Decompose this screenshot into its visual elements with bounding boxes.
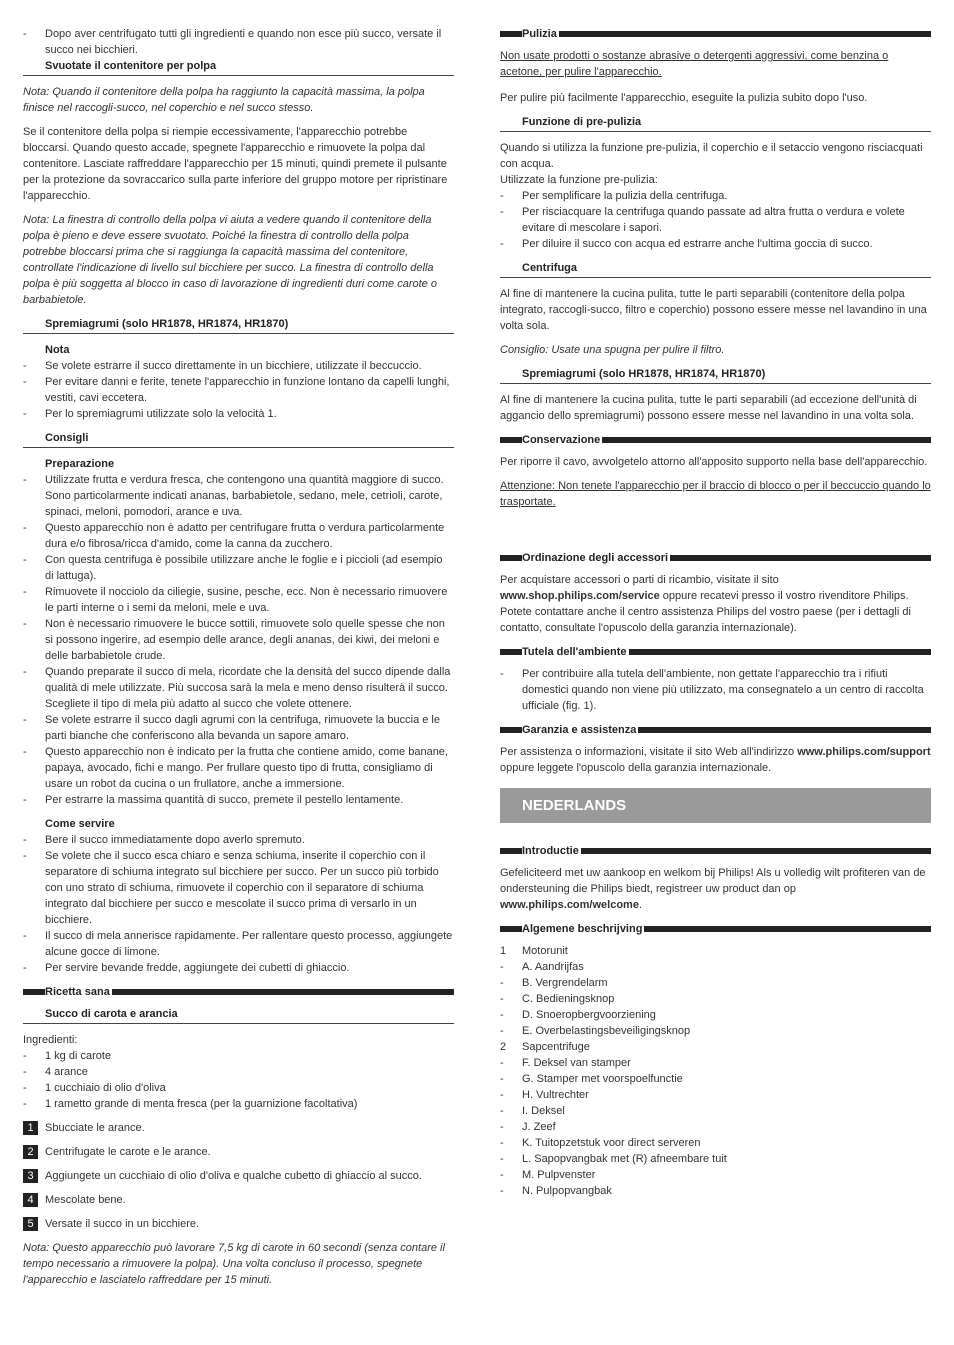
- list-marker: -: [23, 376, 27, 388]
- list-item: [23, 848, 454, 928]
- section-heading: [500, 722, 931, 738]
- section-heading: [500, 432, 931, 448]
- step-text: Mescolate bene.: [45, 1194, 126, 1206]
- note-paragraph: Nota: La finestra di controllo della polpa vi aiuta a vedere quando il contenitore della polpa è pieno e deve essere svuotato. Poiché la finestra di controllo della polpa potrebbe bloccarsi prima che si raggiunga la capacità massima del contenitore, controllate l'indicazione di livello sul bicchiere per succo. La finestra di controllo della polpa è più soggetta al blocco in caso di lavorazione di ingredienti duri come carote o barbabietole.: [23, 214, 437, 306]
- list-item-text: A. Aandrijfas: [522, 961, 584, 973]
- list-marker: -: [500, 1121, 504, 1133]
- list-marker: -: [500, 1153, 504, 1165]
- step-text: Aggiungete un cucchiaio di olio d'oliva e qualche cubetto di ghiaccio al succo.: [45, 1170, 422, 1182]
- list-item: [23, 374, 454, 406]
- list-item-text: 1 cucchiaio di olio d'oliva: [45, 1082, 166, 1094]
- list-marker: -: [23, 1050, 27, 1062]
- section-bar-right: [644, 926, 931, 932]
- list-item: [500, 1183, 931, 1199]
- paragraph: [500, 744, 931, 776]
- note-paragraph: Nota: Questo apparecchio può lavorare 7,5 kg di carote in 60 secondi (senza contare il tempo necessario a rimuovere la polpa). Una volta concluso il processo, spegnete l'apparecchio e lasciatelo raffreddare per 15 minuti.: [23, 1242, 445, 1286]
- section-title: Garanzia e assistenza: [522, 724, 637, 736]
- list-item-text: Per risciacquare la centrifuga quando passate ad altra frutta o verdura e volete evitare di mescolare i sapori.: [522, 206, 905, 234]
- list-item-text: Per lo spremiagrumi utilizzate solo la velocità 1.: [45, 408, 277, 420]
- list-marker: -: [500, 206, 504, 218]
- list-item: [23, 928, 454, 960]
- list-item-text: Se volete estrarre il succo direttamente in un bicchiere, utilizzate il beccuccio.: [45, 360, 422, 372]
- recipe-step: [23, 1192, 454, 1208]
- paragraph: Al fine di mantenere la cucina pulita, tutte le parti separabili (contenitore della polpa integrato, raccogli-succo, filtro e coperchio) possono essere messe nel lavandino in una volta sola.: [500, 288, 927, 332]
- list-item-text: Con questa centrifuga è possibile utilizzare anche le foglie e i piccioli (ad esempio di lattuga).: [45, 554, 443, 582]
- list-marker: -: [23, 850, 27, 862]
- list-item: [500, 1119, 931, 1135]
- list-item: [500, 975, 931, 991]
- list-item-text: N. Pulpopvangbak: [522, 1185, 612, 1197]
- list-marker: -: [500, 190, 504, 202]
- section-bar-right: [112, 989, 454, 995]
- list-item-text: D. Snoeropbergvoorziening: [522, 1009, 656, 1021]
- list-marker: -: [23, 714, 27, 726]
- list-item: [23, 1064, 454, 1080]
- list-item: [500, 1087, 931, 1103]
- section-title: Pulizia: [522, 28, 557, 40]
- list-item: [500, 188, 931, 204]
- list-item: [23, 1048, 454, 1064]
- section-bar-left: [500, 649, 522, 655]
- section-title: Ordinazione degli accessori: [522, 552, 669, 564]
- step-text: Sbucciate le arance.: [45, 1122, 145, 1134]
- list-item: [23, 584, 454, 616]
- minor-heading: Come servire: [45, 818, 115, 830]
- recipe-step: [23, 1216, 454, 1232]
- list-item-text: 4 arance: [45, 1066, 88, 1078]
- minor-heading: Preparazione: [45, 458, 115, 470]
- section-bar-right: [629, 649, 932, 655]
- section-heading: [500, 26, 931, 42]
- list-item: [23, 1096, 454, 1112]
- subsection-heading: Svuotate il contenitore per polpa: [23, 58, 454, 76]
- section-bar-right: [602, 437, 931, 443]
- list-item-text: Questo apparecchio non è adatto per centrifugare frutta o verdura particolarmente dura e/o fibrosa/ricca d'amido, come la canna da zucchero.: [45, 522, 445, 550]
- list-item-text: Questo apparecchio non è indicato per la frutta che contiene amido, come banane, papaya, avocado, fichi e mango. Per frullare questo tipo di frutta, consigliamo di usare un robot da cucina o un frullatore, anche a immersione.: [45, 746, 448, 790]
- note-paragraph: Consiglio: Usate una spugna per pulire il filtro.: [500, 344, 725, 356]
- minor-heading: Nota: [45, 344, 70, 356]
- section-title: Algemene beschrijving: [522, 923, 643, 935]
- list-marker: 2: [500, 1041, 507, 1053]
- warning-paragraph: Non usate prodotti o sostanze abrasive o detergenti aggressivi, come benzina o acetone, per pulire l'apparecchio.: [500, 50, 889, 78]
- list-item: [500, 1007, 931, 1023]
- section-heading: [500, 550, 931, 566]
- list-item-text: G. Stamper met voorspoelfunctie: [522, 1073, 683, 1085]
- step-number: 1: [23, 1121, 38, 1135]
- text-run: oppure recatevi presso il vostro rivenditore Philips. Potete contattare anche il centro assistenza Philips del vostro paese (per i dettagli di contatto, consultate l'opuscolo della garanzia internazionale).: [500, 590, 911, 634]
- section-bar-left: [500, 555, 522, 561]
- spacer: [500, 520, 931, 550]
- paragraph: [500, 572, 931, 636]
- text-run: Per acquistare accessori o parti di ricambio, visitate il sito: [500, 574, 779, 586]
- list-marker: -: [23, 360, 27, 372]
- list-item-text: F. Deksel van stamper: [522, 1057, 631, 1069]
- subsection-heading: Succo di carota e arancia: [23, 1006, 454, 1024]
- warning-paragraph: Attenzione: Non tenete l'apparecchio per il braccio di blocco o per il beccuccio quando lo trasportate.: [500, 480, 931, 508]
- paragraph-line: Quando si utilizza la funzione pre-pulizia, il coperchio e il setaccio vengono risciacquati con acqua.: [500, 142, 923, 170]
- list-marker: -: [500, 1089, 504, 1101]
- list-item-text: H. Vultrechter: [522, 1089, 589, 1101]
- list-item-text: Se volete che il succo esca chiaro e senza schiuma, inserite il coperchio con il separatore di schiuma integrato sul bicchiere per succo. Per un succo più torbido con uno strato di schiuma, rimuovete il coperchio con il separatore di schiuma integrato dal bicchiere per succo e mescolate il succo prima di versarlo in un bicchiere.: [45, 850, 439, 926]
- list-item-text: Motorunit: [522, 945, 568, 957]
- section-bar-left: [500, 31, 522, 37]
- list-item-text: Utilizzate frutta e verdura fresca, che contengono una quantità maggiore di succo. Sono particolarmente indicati ananas, barbabietole, sedano, mele, cetrioli, carote, spinaci, meloni, pomodori, arance e uva.: [45, 474, 444, 518]
- list-marker: -: [500, 1057, 504, 1069]
- list-marker: -: [23, 1066, 27, 1078]
- list-item-text: 1 rametto grande di menta fresca (per la guarnizione facoltativa): [45, 1098, 358, 1110]
- step-text: Centrifugate le carote e le arance.: [45, 1146, 211, 1158]
- list-marker: -: [23, 962, 27, 974]
- list-item: [500, 1055, 931, 1071]
- list-marker: -: [500, 668, 504, 680]
- list-marker: -: [500, 961, 504, 973]
- list-item: [500, 943, 931, 959]
- list-marker: -: [23, 1082, 27, 1094]
- list-marker: -: [23, 618, 27, 630]
- left-column: [23, 26, 454, 1296]
- list-marker: -: [500, 1185, 504, 1197]
- list-item: [23, 712, 454, 744]
- recipe-step: [23, 1168, 454, 1184]
- subsection-heading: Consigli: [23, 430, 454, 448]
- list-marker: -: [23, 1098, 27, 1110]
- subsection-heading: Funzione di pre-pulizia: [500, 114, 931, 132]
- section-bar-left: [500, 727, 522, 733]
- step-number: 2: [23, 1145, 38, 1159]
- list-item: [23, 616, 454, 664]
- list-item: [23, 664, 454, 712]
- list-item: [23, 26, 454, 58]
- list-marker: 1: [500, 945, 507, 957]
- text-run: Per assistenza o informazioni, visitate il sito Web all'indirizzo: [500, 746, 798, 758]
- list-marker: -: [23, 554, 27, 566]
- section-title: Tutela dell'ambiente: [522, 646, 627, 658]
- list-item: [23, 552, 454, 584]
- list-marker: -: [500, 238, 504, 250]
- paragraph-line: Ingredienti:: [23, 1034, 78, 1046]
- list-item: [500, 1103, 931, 1119]
- list-marker: -: [23, 408, 27, 420]
- list-item-text: Dopo aver centrifugato tutti gli ingredienti e quando non esce più succo, versate il succo nei bicchieri.: [45, 28, 442, 56]
- list-item-text: Per estrarre la massima quantità di succo, premete il pestello lentamente.: [45, 794, 404, 806]
- section-title: Introductie: [522, 845, 579, 857]
- list-marker: -: [500, 1105, 504, 1117]
- list-item-text: Per evitare danni e ferite, tenete l'apparecchio in funzione lontano da capelli lunghi, vestiti, cavi eccetera.: [45, 376, 450, 404]
- section-bar-left: [500, 848, 522, 854]
- subsection-heading: Spremiagrumi (solo HR1878, HR1874, HR1870): [500, 366, 931, 384]
- list-item-text: Rimuovete il nocciolo da ciliegie, susine, pesche, ecc. Non è necessario rimuovere le parti interne o i semi da meloni, mele e uva.: [45, 586, 448, 614]
- recipe-step: [23, 1120, 454, 1136]
- section-title: Conservazione: [522, 434, 601, 446]
- section-heading: [500, 921, 931, 937]
- list-item: [23, 1080, 454, 1096]
- paragraph: Per riporre il cavo, avvolgetelo attorno all'apposito supporto nella base dell'apparecchio.: [500, 456, 928, 468]
- list-item-text: Per diluire il succo con acqua ed estrarre anche l'ultima goccia di succo.: [522, 238, 873, 250]
- list-item: [500, 204, 931, 236]
- list-item-text: Per semplificare la pulizia della centrifuga.: [522, 190, 728, 202]
- list-item-text: C. Bedieningsknop: [522, 993, 615, 1005]
- list-item: [23, 832, 454, 848]
- web-link: www.philips.com/welcome: [500, 899, 639, 911]
- language-banner: NEDERLANDS: [500, 788, 931, 823]
- section-bar-left: [500, 926, 522, 932]
- section-heading: [23, 984, 454, 1000]
- list-item: [500, 1135, 931, 1151]
- list-marker: -: [500, 1009, 504, 1021]
- list-marker: -: [500, 1169, 504, 1181]
- list-item-text: J. Zeef: [522, 1121, 556, 1133]
- section-heading: [500, 843, 931, 859]
- right-column: [500, 26, 931, 1199]
- list-item: [500, 666, 931, 714]
- text-run: oppure leggete l'opuscolo della garanzia internazionale.: [500, 762, 772, 774]
- step-number: 4: [23, 1193, 38, 1207]
- list-marker: -: [500, 1025, 504, 1037]
- list-item: [23, 744, 454, 792]
- list-marker: -: [23, 794, 27, 806]
- list-marker: -: [23, 474, 27, 486]
- list-marker: -: [23, 746, 27, 758]
- list-marker: -: [500, 993, 504, 1005]
- list-item-text: L. Sapopvangbak met (R) afneembare tuit: [522, 1153, 727, 1165]
- list-item-text: Per servire bevande fredde, aggiungete dei cubetti di ghiaccio.: [45, 962, 350, 974]
- list-item-text: Sapcentrifuge: [522, 1041, 590, 1053]
- text-run: .: [638, 899, 643, 911]
- list-item: [23, 520, 454, 552]
- text-run: Gefeliciteerd met uw aankoop en welkom bij Philips! Als u volledig wilt profiteren van de ondersteuning die Philips biedt, registreer uw product dan op: [500, 867, 926, 895]
- list-item: [500, 1151, 931, 1167]
- list-item-text: 1 kg di carote: [45, 1050, 112, 1062]
- list-marker: -: [23, 834, 27, 846]
- subsection-heading: Spremiagrumi (solo HR1878, HR1874, HR1870): [23, 316, 454, 334]
- list-item-text: M. Pulpvenster: [522, 1169, 596, 1181]
- list-marker: -: [23, 586, 27, 598]
- web-link: www.philips.com/support: [797, 746, 931, 758]
- list-item: [23, 472, 454, 520]
- list-item-text: Se volete estrarre il succo dagli agrumi con la centrifuga, rimuovete la buccia e le parti bianche che conferiscono alla bevanda un sapore amaro.: [45, 714, 440, 742]
- section-bar-right: [638, 727, 931, 733]
- list-item: [500, 1023, 931, 1039]
- list-marker: -: [23, 522, 27, 534]
- note-paragraph: Nota: Quando il contenitore della polpa ha raggiunto la capacità massima, la polpa finisce nel raccogli-succo, nel coperchio e nel succo stesso.: [23, 86, 425, 114]
- list-item: [23, 406, 454, 422]
- list-item-text: E. Overbelastingsbeveiligingsknop: [522, 1025, 691, 1037]
- list-item-text: Bere il succo immediatamente dopo averlo spremuto.: [45, 834, 305, 846]
- list-item: [23, 358, 454, 374]
- list-item-text: Il succo di mela annerisce rapidamente. Per rallentare questo processo, aggiungete alcune gocce di limone.: [45, 930, 453, 958]
- list-marker: -: [23, 930, 27, 942]
- paragraph: Se il contenitore della polpa si riempie eccessivamente, l'apparecchio potrebbe bloccarsi. Quando questo accade, spegnete l'apparecchio e rimuovete la polpa dal contenitore. Lasciate raffreddare l'apparecchio per 15 minuti, quindi premete il pulsante per la protezione da sovraccarico sulla parte inferiore del gruppo motore per ripristinare l'apparecchio.: [23, 126, 448, 202]
- list-item: [500, 991, 931, 1007]
- list-marker: -: [500, 977, 504, 989]
- list-item: [23, 960, 454, 976]
- step-number: 3: [23, 1169, 38, 1183]
- section-bar-right: [581, 848, 931, 854]
- subsection-heading: Centrifuga: [500, 260, 931, 278]
- list-item: [500, 1071, 931, 1087]
- step-number: 5: [23, 1217, 38, 1231]
- list-marker: -: [500, 1073, 504, 1085]
- list-item: [500, 1039, 931, 1055]
- section-bar-left: [23, 989, 45, 995]
- paragraph: Al fine di mantenere la cucina pulita, tutte le parti separabili (ad eccezione dell'unità di aggancio dello spremiagrumi) possono essere messe nel lavandino in una volta sola.: [500, 394, 917, 422]
- list-item: [23, 792, 454, 808]
- paragraph: Per pulire più facilmente l'apparecchio, eseguite la pulizia subito dopo l'uso.: [500, 92, 868, 104]
- paragraph: [500, 865, 931, 913]
- list-item-text: K. Tuitopzetstuk voor direct serveren: [522, 1137, 701, 1149]
- list-item-text: B. Vergrendelarm: [522, 977, 608, 989]
- list-item-text: Non è necessario rimuovere le bucce sottili, rimuovete solo quelle spesse che non si possono ingerire, ad esempio delle arance, degli ananas, dei kiwi, dei meloni e delle barbabietole crude.: [45, 618, 445, 662]
- recipe-step: [23, 1144, 454, 1160]
- section-bar-right: [559, 31, 931, 37]
- section-title: Ricetta sana: [45, 986, 110, 998]
- list-item-text: Quando preparate il succo di mela, ricordate che la densità del succo dipende dalla qualità di mele utilizzate. Più succosa sarà la mela e meno denso risulterà il succo. Scegliete il tipo di mela più adatto al succo che volete ottenere.: [45, 666, 451, 710]
- list-marker: -: [500, 1137, 504, 1149]
- section-bar-left: [500, 437, 522, 443]
- list-item: [500, 959, 931, 975]
- step-text: Versate il succo in un bicchiere.: [45, 1218, 200, 1230]
- list-item-text: Per contribuire alla tutela dell'ambiente, non gettate l'apparecchio tra i rifiuti domestici quando non viene più utilizzato, ma consegnatelo a un centro di raccolta ufficiale (fig. 1).: [522, 668, 924, 712]
- section-bar-right: [670, 555, 931, 561]
- list-item-text: I. Deksel: [522, 1105, 565, 1117]
- list-marker: -: [23, 666, 27, 678]
- list-item: [500, 236, 931, 252]
- paragraph-line: Utilizzate la funzione pre-pulizia:: [500, 174, 658, 186]
- list-marker: -: [23, 28, 27, 40]
- list-item: [500, 1167, 931, 1183]
- section-heading: [500, 644, 931, 660]
- web-link: www.shop.philips.com/service: [500, 590, 660, 602]
